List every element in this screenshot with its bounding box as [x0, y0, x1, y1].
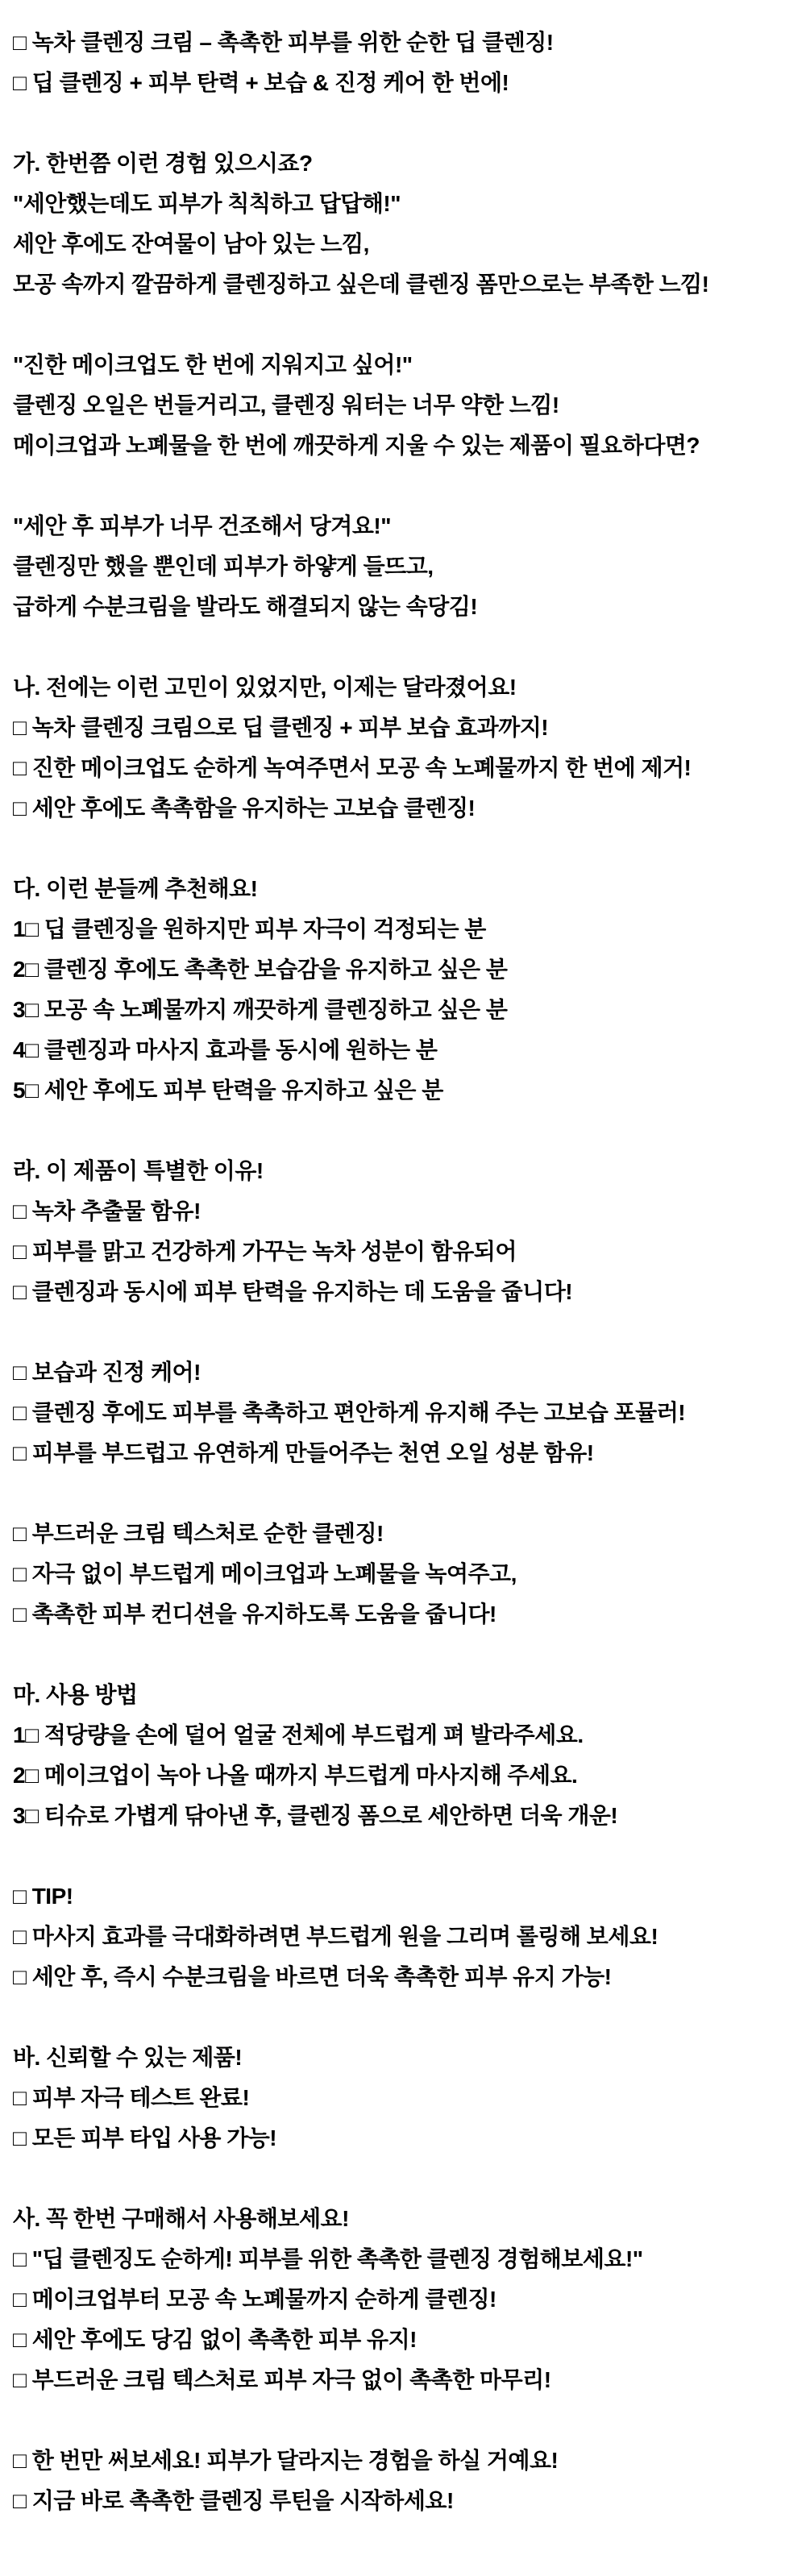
numbered-line: 2□ 메이크업이 녹아 나올 때까지 부드럽게 마사지해 주세요. — [13, 1763, 578, 1788]
section-sa-cta-block — [13, 2199, 790, 2400]
bullet-line: □ 클렌징과 동시에 피부 탄력을 유지하는 데 도움을 줍니다! — [13, 1279, 573, 1304]
section-da-recommend-block — [13, 869, 790, 1111]
bullet-line: □ 피부를 맑고 건강하게 가꾸는 녹차 성분이 함유되어 — [13, 1239, 517, 1264]
product-subtitle-line: □ 딥 클렌징 + 피부 탄력 + 보습 & 진정 케어 한 번에! — [13, 70, 509, 95]
bullet-line: □ 메이크업부터 모공 속 노폐물까지 순하게 클렌징! — [13, 2287, 496, 2312]
section-heading: 다. 이런 분들께 추천해요! — [13, 876, 258, 901]
bullet-line: □ 클렌징 후에도 피부를 촉촉하고 편안하게 유지해 주는 고보습 포뮬러! — [13, 1400, 686, 1425]
section-ba-trust-block — [13, 2038, 790, 2158]
text-line: 클렌징 오일은 번들거리고, 클렌징 워터는 너무 약한 느낌! — [13, 393, 559, 418]
text-line: 클렌징만 했을 뿐인데 피부가 하얗게 들뜨고, — [13, 554, 434, 579]
quote-line: "진한 메이크업도 한 번에 지워지고 싶어!" — [13, 352, 413, 377]
section-heading: 나. 전에는 이런 고민이 있었지만, 이제는 달라졌어요! — [13, 675, 517, 700]
bullet-line: □ 녹차 추출물 함유! — [13, 1199, 201, 1224]
bullet-line: □ 보습과 진정 케어! — [13, 1360, 201, 1385]
text-line: 급하게 수분크림을 발라도 해결되지 않는 속당김! — [13, 594, 478, 619]
quote-line: □ "딥 클렌징도 순하게! 피부를 위한 촉촉한 클렌징 경험해보세요!" — [13, 2246, 643, 2271]
bullet-line: □ 모든 피부 타입 사용 가능! — [13, 2125, 277, 2150]
closing-cta-block — [13, 2441, 790, 2521]
bullet-line: □ 세안 후에도 촉촉함을 유지하는 고보습 클렌징! — [13, 796, 476, 821]
section-ra-special-block — [13, 1151, 790, 1312]
intro-title-block — [13, 23, 790, 103]
bullet-line: □ 한 번만 써보세요! 피부가 달라지는 경험을 하실 거예요! — [13, 2448, 559, 2473]
numbered-line: 2□ 클렌징 후에도 촉촉한 보습감을 유지하고 싶은 분 — [13, 957, 508, 982]
section-heading: 라. 이 제품이 특별한 이유! — [13, 1158, 264, 1183]
section-ga-experience-block — [13, 143, 790, 305]
numbered-line: 4□ 클렌징과 마사지 효과를 동시에 원하는 분 — [13, 1037, 438, 1062]
numbered-line: 3□ 티슈로 가볍게 닦아낸 후, 클렌징 폼으로 세안하면 더욱 개운! — [13, 1803, 618, 1828]
quote-line: "세안 후 피부가 너무 건조해서 당겨요!" — [13, 513, 391, 538]
numbered-line: 3□ 모공 속 노폐물까지 깨끗하게 클렌징하고 싶은 분 — [13, 997, 508, 1022]
tip-heading: □ TIP! — [13, 1884, 73, 1909]
bullet-line: □ 부드러운 크림 텍스처로 순한 클렌징! — [13, 1521, 384, 1546]
numbered-line: 1□ 딥 클렌징을 원하지만 피부 자극이 걱정되는 분 — [13, 916, 486, 941]
bullet-line: □ 세안 후에도 당김 없이 촉촉한 피부 유지! — [13, 2327, 417, 2352]
bullet-line: □ 자극 없이 부드럽게 메이크업과 노폐물을 녹여주고, — [13, 1561, 517, 1586]
bullet-line: □ 지금 바로 촉촉한 클렌징 루틴을 시작하세요! — [13, 2488, 454, 2513]
makeup-concern-block — [13, 345, 790, 466]
quote-line: "세안했는데도 피부가 칙칙하고 답답해!" — [13, 191, 401, 216]
product-title-line: □ 녹차 클렌징 크림 – 촉촉한 피부를 위한 순한 딥 클렌징! — [13, 30, 554, 55]
text-line: 모공 속까지 깔끔하게 클렌징하고 싶은데 클렌징 폼만으로는 부족한 느낌! — [13, 272, 709, 297]
bullet-line: □ 촉촉한 피부 컨디션을 유지하도록 도움을 줍니다! — [13, 1602, 496, 1627]
moisture-care-block — [13, 1352, 790, 1473]
numbered-line: 1□ 적당량을 손에 덜어 얼굴 전체에 부드럽게 펴 발라주세요. — [13, 1722, 584, 1747]
bullet-line: □ 세안 후, 즉시 수분크림을 바르면 더욱 촉촉한 피부 유지 가능! — [13, 1964, 612, 1989]
text-line: 메이크업과 노폐물을 한 번에 깨끗하게 지울 수 있는 제품이 필요하다면? — [13, 433, 700, 458]
text-line: 세안 후에도 잔여물이 남아 있는 느낌, — [13, 231, 369, 256]
texture-block — [13, 1514, 790, 1635]
dryness-concern-block — [13, 506, 790, 627]
section-heading: 마. 사용 방법 — [13, 1682, 138, 1707]
section-heading: 바. 신뢰할 수 있는 제품! — [13, 2045, 243, 2070]
tip-block — [13, 1876, 790, 1997]
bullet-line: □ 부드러운 크림 텍스처로 피부 자극 없이 촉촉한 마무리! — [13, 2367, 551, 2392]
section-na-solution-block — [13, 667, 790, 829]
section-heading: 사. 꼭 한번 구매해서 사용해보세요! — [13, 2206, 349, 2231]
bullet-line: □ 마사지 효과를 극대화하려면 부드럽게 원을 그리며 롤링해 보세요! — [13, 1924, 659, 1949]
section-ma-usage-block — [13, 1675, 790, 1836]
bullet-line: □ 피부를 부드럽고 유연하게 만들어주는 천연 오일 성분 함유! — [13, 1440, 594, 1465]
section-heading: 가. 한번쯤 이런 경험 있으시죠? — [13, 151, 313, 176]
bullet-line: □ 진한 메이크업도 순하게 녹여주면서 모공 속 노폐물까지 한 번에 제거! — [13, 755, 692, 780]
bullet-line: □ 녹차 클렌징 크림으로 딥 클렌징 + 피부 보습 효과까지! — [13, 715, 549, 740]
numbered-line: 5□ 세안 후에도 피부 탄력을 유지하고 싶은 분 — [13, 1078, 443, 1103]
bullet-line: □ 피부 자극 테스트 완료! — [13, 2085, 250, 2110]
